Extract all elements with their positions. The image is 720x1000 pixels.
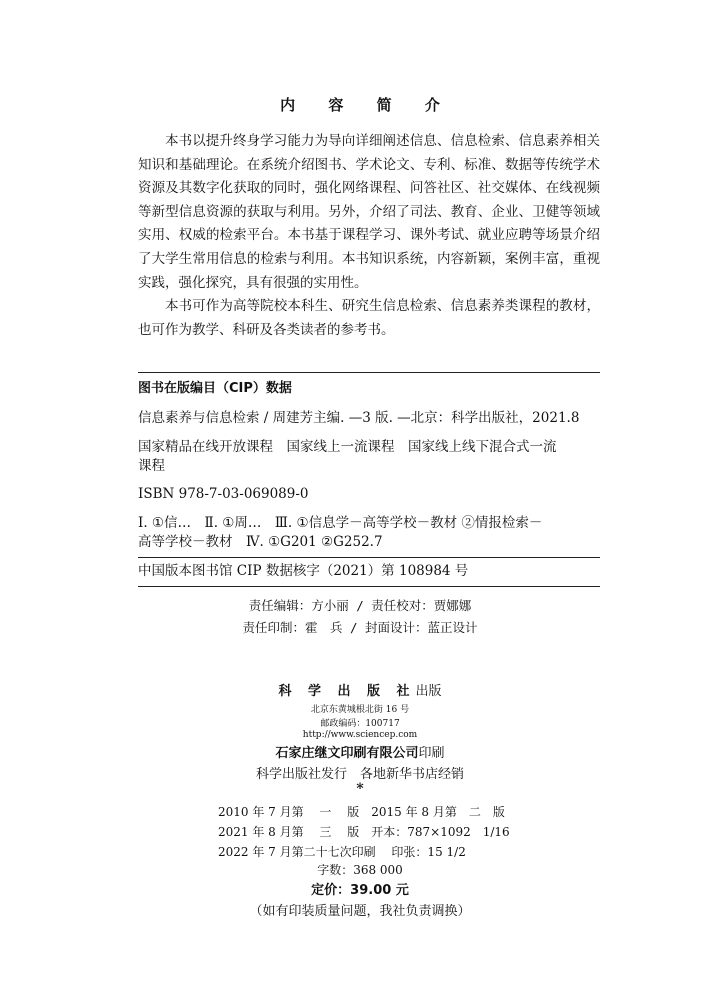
intro-paragraph: 本书可作为高等院校本科生、研究生信息检索、信息素养类课程的教材，也可作为教学、科研及各类读者的参考书。 [138,298,600,338]
cip-heading: 图书在版编目（CIP）数据 [138,381,292,396]
cip-classification: Ⅰ. ①信… Ⅱ. ①周… Ⅲ. ①信息学－高等学校－教材 ②情报检索－ [138,515,543,531]
publisher-postcode: 邮政编码：100717 [320,719,400,729]
edition-line: 2022 年 7 月第二十七次印刷 印张：15 1/2 [218,845,466,859]
publisher-address: 北京东黄城根北街 16 号 [310,705,410,715]
divider [138,557,600,558]
price: 定价：39.00 元 [311,883,409,898]
cip-series-line: 国家精品在线开放课程 国家线上一流课程 国家线上线下混合式一流 [138,439,557,455]
cip-title-line: 信息素养与信息检索 / 周建芳主编. —3 版. —北京：科学出版社，2021.8 [138,410,580,426]
publisher-name: 科 学 出 版 社 [278,684,416,699]
page-title: 内 容 简 介 [280,96,454,114]
cip-classification-cont: 高等学校－教材 Ⅳ. ①G201 ②G252.7 [138,534,383,550]
printer-name: 石家庄继文印刷有限公司 [275,746,419,761]
printer-suffix: 印刷 [418,746,445,761]
divider [138,586,600,587]
publisher-suffix: 出版 [415,684,442,699]
quality-notice: （如有印装质量问题，我社负责调换） [249,904,471,919]
publisher-url: http://www.sciencep.com [302,730,418,740]
staff-line: 责任印制：霍 兵 / 封面设计：蓝正设计 [242,620,478,635]
cip-series-line-cont: 课程 [138,458,165,474]
separator-star: * [356,781,364,797]
distribution: 科学出版社发行 各地新华书店经销 [255,767,464,782]
intro-paragraph: 本书以提升终身学习能力为导向详细阐述信息、信息检索、信息素养相关知识和基础理论。在系统介绍图书、学术论文、专利、标准、数据等传统学术资源及其数字化获取的同时，强化网络课程、问答社区、社交媒体、在线视频等新型信息资源的获取与利用。另外，介绍了司法、教育、企业、卫健等领域实用、权威的检索平台。本书基于课程学习、课外考试、就业应聘等场景介绍了大学生常用信息的检索与利用。本书知识系统，内容新颖，案例丰富，重视实践，强化探究，具有很强的实用性。 [138,133,600,291]
divider [138,372,600,373]
cip-number: 中国版本图书馆 CIP 数据核字（2021）第 108984 号 [138,563,469,579]
word-count: 字数：368 000 [317,863,403,877]
edition-line: 2010 年 7 月第 一 版 2015 年 8 月第 二 版 [218,805,505,819]
staff-line: 责任编辑：方小丽 / 责任校对：贾娜娜 [248,598,472,613]
edition-line: 2021 年 8 月第 三 版 开本：787×1092 1/16 [218,825,510,839]
publisher-line [0,680,720,699]
cip-isbn: ISBN 978-7-03-069089-0 [138,486,309,502]
printer-line [0,742,720,761]
introduction [138,130,600,342]
